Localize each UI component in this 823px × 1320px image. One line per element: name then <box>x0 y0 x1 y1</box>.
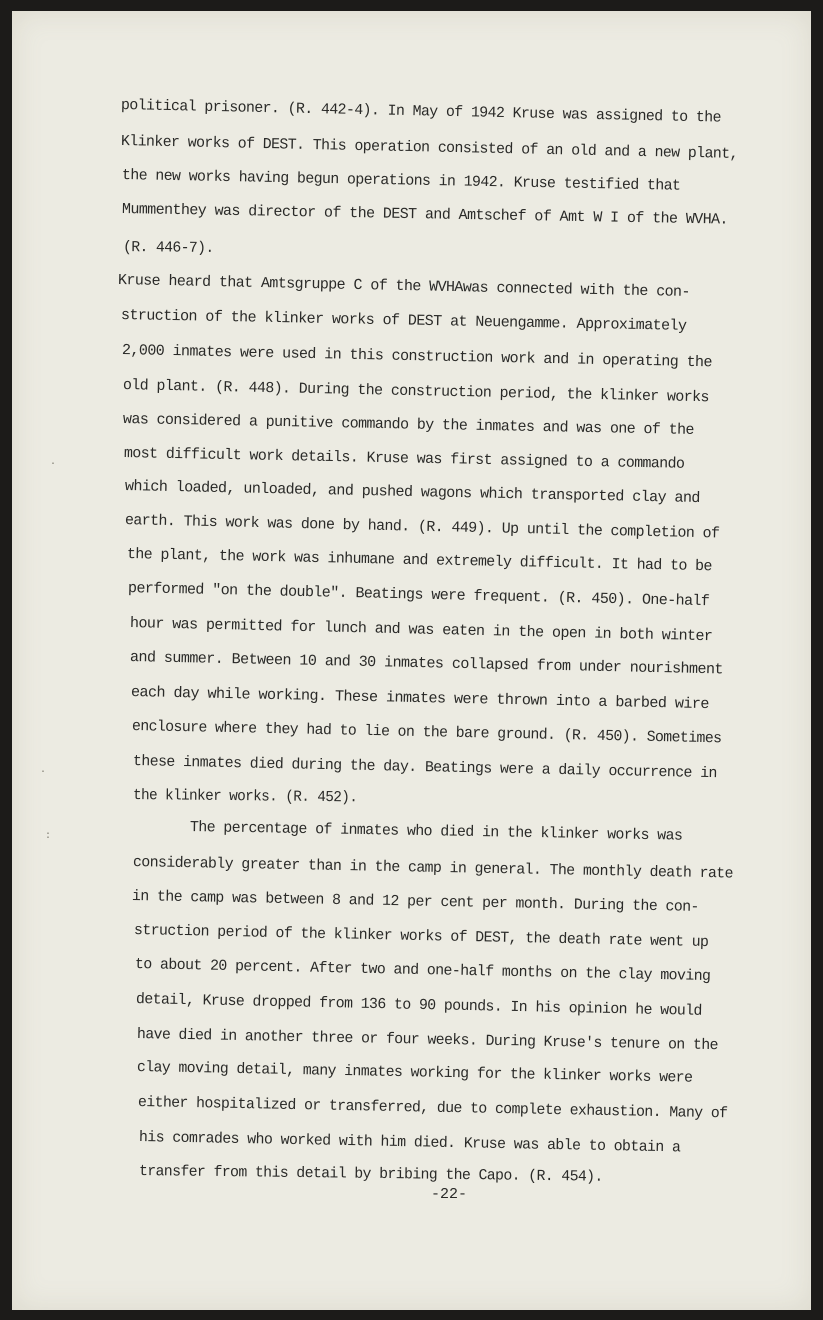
text-line: old plant. (R. 448). During the construction period, the klinker works <box>122 376 710 407</box>
text-line: each day while working. These inmates were thrown into a barbed wire <box>130 683 710 714</box>
text-line: struction period of the klinker works of DEST, the death rate went up <box>133 921 709 952</box>
text-line: clay moving detail, many inmates working for the klinker works were <box>136 1058 693 1087</box>
text-line: considerably greater than in the camp in general. The monthly death rate <box>132 853 734 883</box>
text-line: and summer. Between 10 and 30 inmates collapsed from under nourishment <box>129 648 724 679</box>
text-line: enclosure where they had to lie on the bare ground. (R. 450). Sometimes <box>131 717 722 748</box>
text-line: political prisoner. (R. 442-4). In May of 1942 Kruse was assigned to the <box>120 96 722 127</box>
text-line: earth. This work was done by hand. (R. 449). Up until the completion of <box>124 511 720 543</box>
text-line: struction of the klinker works of DEST at Neuengamme. Approximately <box>120 306 687 335</box>
text-line: the plant, the work was inhumane and extremely difficult. It had to be <box>126 545 713 576</box>
text-line: his comrades who worked with him died. Kruse was able to obtain a <box>138 1128 681 1157</box>
margin-mark: : <box>45 831 52 842</box>
text-line: (R. 446-7). <box>122 238 214 257</box>
text-line: the new works having begun operations in 1942. Kruse testified that <box>121 166 681 195</box>
text-line: Mummenthey was director of the DEST and Amtschef of Amt W I of the WVHA. <box>121 200 729 229</box>
text-line: most difficult work details. Kruse was first assigned to a commando <box>123 444 685 473</box>
text-line: 2,000 inmates were used in this construction work and in operating the <box>121 341 713 372</box>
document-page <box>12 11 811 1310</box>
text-line: Klinker works of DEST. This operation consisted of an old and a new plant, <box>120 132 739 163</box>
text-line: Kruse heard that Amtsgruppe C of the WVHAwas connected with the con- <box>117 271 691 301</box>
text-line: have died in another three or four weeks. During Kruse's tenure on the <box>136 1025 719 1055</box>
text-line: the klinker works. (R. 452). <box>132 786 358 807</box>
text-line: detail, Kruse dropped from 136 to 90 pounds. In his opinion he would <box>135 990 703 1020</box>
text-line: in the camp was between 8 and 12 per cent per month. During the con- <box>131 887 700 916</box>
text-line: either hospitalized or transferred, due to complete exhaustion. Many of <box>137 1093 728 1123</box>
text-line: The percentage of inmates who died in the klinker works was <box>189 818 683 845</box>
text-line: hour was permitted for lunch and was eaten in the open in both winter <box>129 614 713 646</box>
page-number: -22- <box>431 1186 468 1203</box>
text-line: to about 20 percent. After two and one-half months on the clay moving <box>134 955 711 986</box>
text-line: was considered a punitive commando by the inmates and was one of the <box>122 410 695 439</box>
text-line: transfer from this detail by bribing the Capo. (R. 454). <box>138 1162 603 1186</box>
margin-mark: · <box>40 767 47 778</box>
text-line: these inmates died during the day. Beatings were a daily occurrence in <box>132 752 718 783</box>
margin-mark: · <box>50 459 57 470</box>
text-line: performed "on the double". Beatings were frequent. (R. 450). One-half <box>127 579 710 611</box>
text-line: which loaded, unloaded, and pushed wagons which transported clay and <box>124 477 701 508</box>
